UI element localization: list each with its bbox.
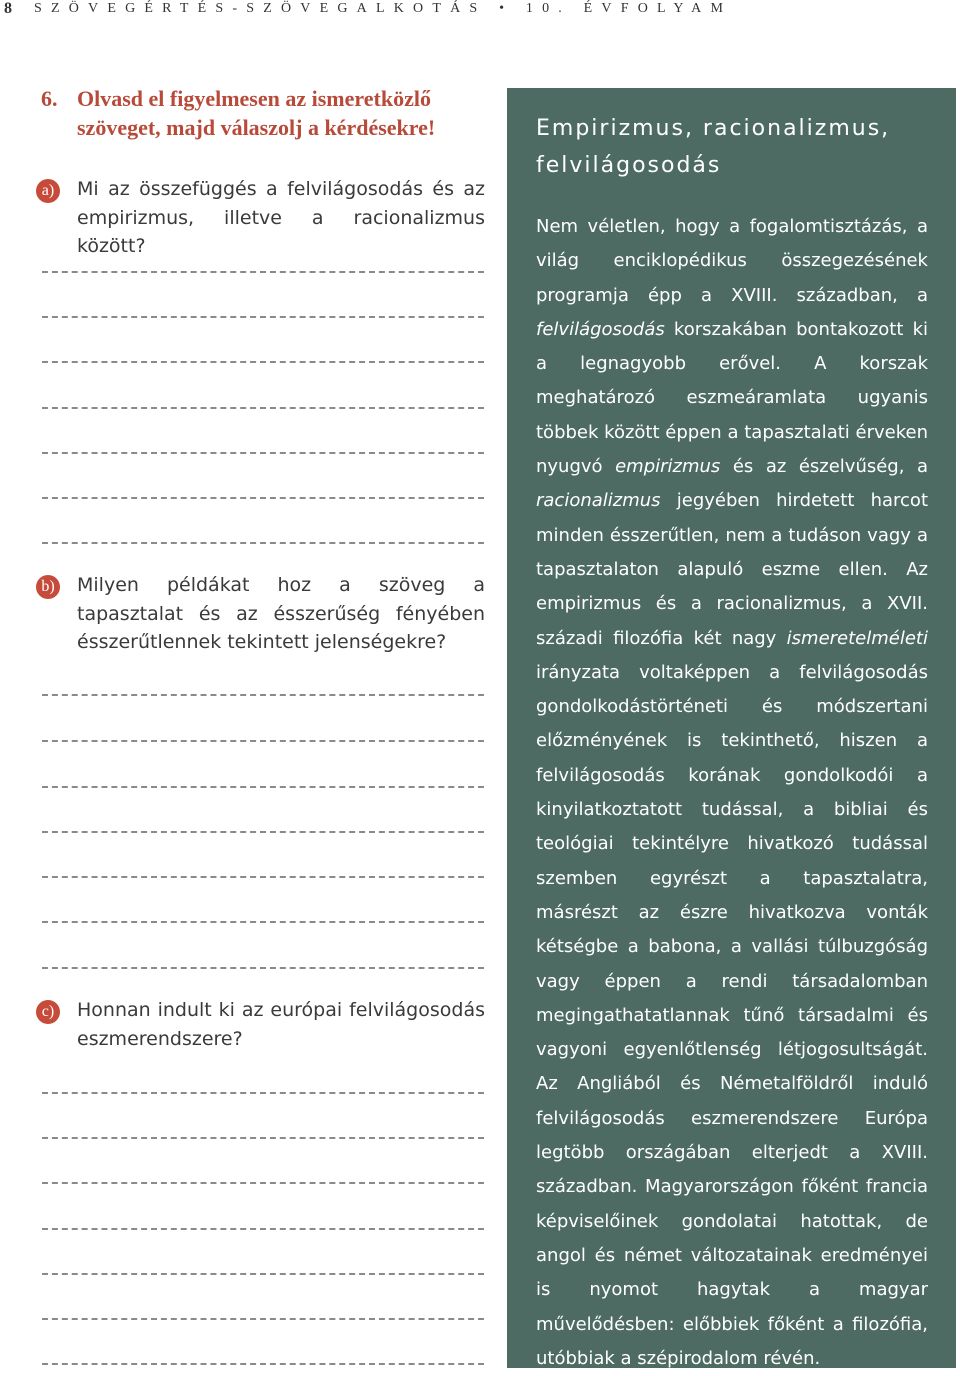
info-text-part: korszakában bontakozott ki a legnagyobb erővel. A korszak meghatározó eszmeáramlata ugyanis többek között éppen a tapasztalati érveken nyugvó [536, 318, 928, 478]
info-box-title: Empirizmus, racionalizmus, felvilágosodás [536, 116, 891, 178]
info-term-felvilagosodas: felvilágosodás [536, 318, 665, 340]
question-b-text: Milyen példákat hoz a szöveg a tapasztalat és az ésszerűség fényében ésszerűtlennek tekintett jelenségekre? [77, 574, 485, 653]
answer-line-a-3[interactable] [42, 361, 484, 363]
answer-line-b-6[interactable] [42, 921, 484, 923]
answer-line-c-1[interactable] [42, 1092, 484, 1094]
answer-line-c-6[interactable] [42, 1318, 484, 1320]
page-header [0, 0, 960, 26]
page-number: 8 [4, 0, 12, 17]
answer-line-c-2[interactable] [42, 1137, 484, 1139]
answer-line-b-2[interactable] [42, 740, 484, 742]
answer-line-c-4[interactable] [42, 1228, 484, 1230]
answer-line-b-1[interactable] [42, 694, 484, 696]
answer-line-a-4[interactable] [42, 407, 484, 409]
answer-line-c-7[interactable] [42, 1363, 484, 1365]
answer-line-b-5[interactable] [42, 876, 484, 878]
info-text-part: Nem véletlen, hogy a fogalomtisztázás, a világ enciklopédikus összegezésének programja épp a XVIII. században, a [536, 216, 928, 306]
answer-line-a-6[interactable] [42, 497, 484, 499]
answer-line-b-3[interactable] [42, 786, 484, 788]
info-text-part: és az észelvűség, a [720, 456, 929, 478]
task-number: 6. [41, 86, 58, 111]
info-term-ismeretelmeleti: ismeretelméleti [786, 627, 928, 649]
answer-line-c-5[interactable] [42, 1273, 484, 1275]
answer-line-a-2[interactable] [42, 316, 484, 318]
answer-line-a-1[interactable] [42, 271, 484, 273]
answer-line-a-5[interactable] [42, 452, 484, 454]
task-instruction-text: Olvasd el figyelmesen az ismeretközlő szöveget, majd válaszolj a kérdésekre! [77, 86, 436, 140]
question-b-badge: b) [36, 575, 60, 599]
info-term-empirizmus: empirizmus [615, 456, 721, 478]
info-text-part: irányzata voltaképpen a felvilágosodás gondolkodástörténeti és módszertani előzményének is tekinthető, hiszen a felvilágosodás korának gondolkodói a kinyilatkoztatott tudással, a bibliai és teológiai tekintélyre hivatkozó tudással szemben egyrészt a tapasztalatra, másrészt az észre hivatkozva vonták kétségbe a babona, a vallási túlbuzgóság vagy éppen a rendi társadalomban megingathatatlannak tűnő társadalmi és vagyoni egyenlőtlenség létjogosultságát. Az Angliából és Németalföldről induló felvilágosodás eszmerendszere Európa legtöbb országában elterjedt a XVIII. században. Magyarországon főként francia képviselőinek gondolatai hatottak, de angol és német változatainak eredményei is nyomot hagytak a magyar művelődésben: előbbiek főként a filozófia, utóbbiak a szépirodalom révén. [536, 661, 928, 1369]
info-box [507, 88, 956, 1368]
answer-line-b-4[interactable] [42, 831, 484, 833]
running-title: SZÖVEGÉRTÉS-SZÖVEGALKOTÁS • 10. ÉVFOLYAM [34, 1, 733, 16]
answer-line-a-7[interactable] [42, 542, 484, 544]
info-term-racionalizmus: racionalizmus [536, 490, 661, 512]
question-c-badge: c) [36, 1000, 60, 1024]
question-c-text: Honnan indult ki az európai felvilágosodás eszmerendszere? [77, 999, 485, 1050]
info-box-text [536, 210, 928, 1376]
question-a-badge: a) [36, 179, 60, 203]
question-a-text: Mi az összefüggés a felvilágosodás és az empirizmus, illetve a racionalizmus között? [77, 178, 485, 257]
answer-line-b-7[interactable] [42, 967, 484, 969]
info-text-part: jegyében hirdetett harcot minden ésszerűtlen, nem a tudáson vagy a tapasztalaton alapuló eszme ellen. Az empirizmus és a racionalizmus, a XVII. századi filozófia két nagy [536, 490, 928, 649]
answer-line-c-3[interactable] [42, 1182, 484, 1184]
